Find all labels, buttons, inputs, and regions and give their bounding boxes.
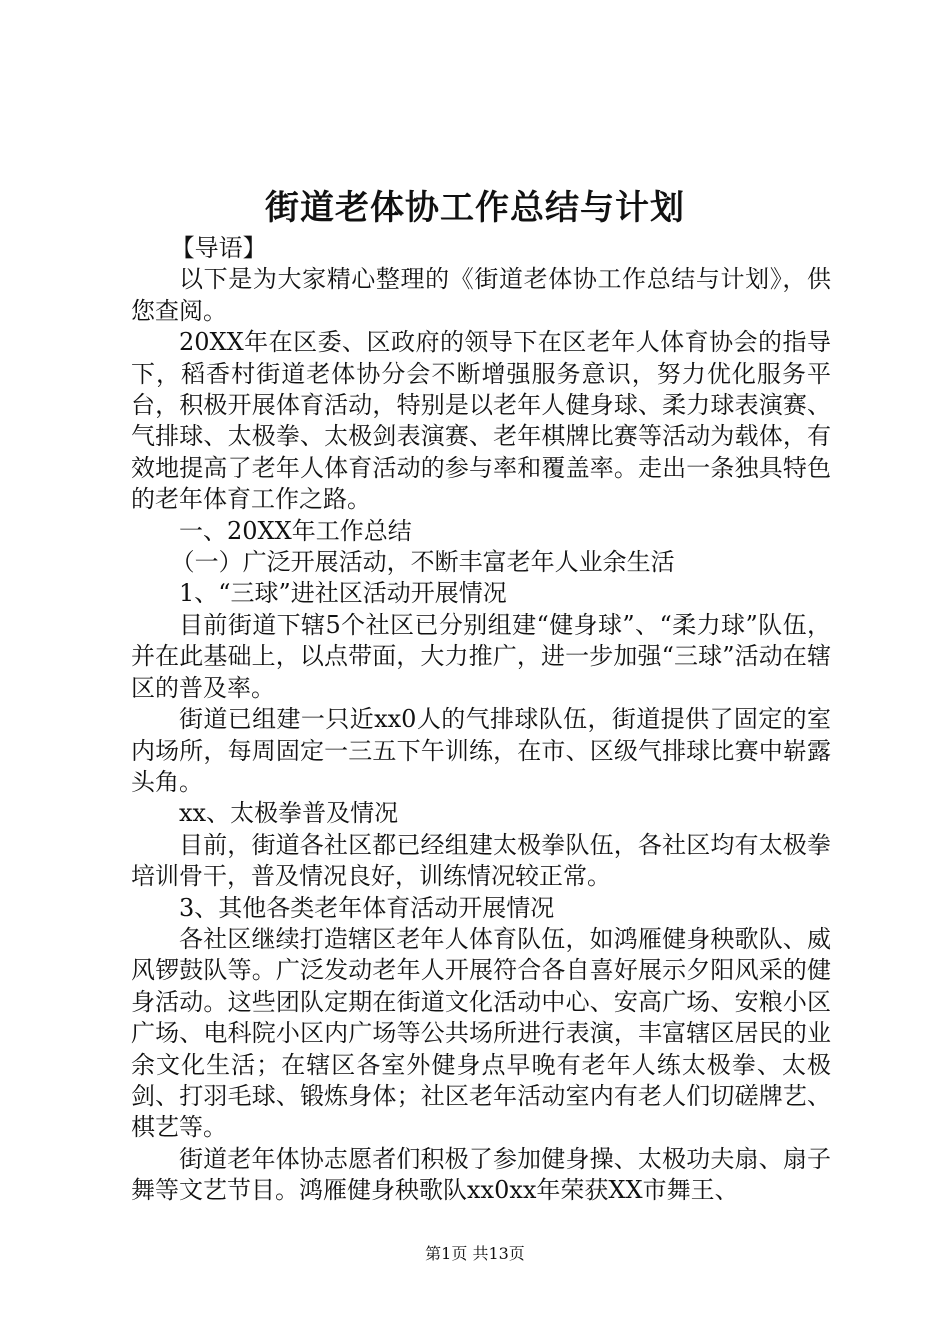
paragraph-intro: 以下是为大家精心整理的《街道老体协工作总结与计划》，供您查阅。: [131, 265, 831, 325]
paragraph-volunteers: 街道老年体协志愿者们积极了参加健身操、太极功夫扇、扇子舞等文艺节目。鸿雁健身秧歌队xx0xx年荣获XX市舞王、: [131, 1144, 831, 1205]
paragraph-taichi: 目前，街道各社区都已经组建太极拳队伍，各社区均有太极拳培训骨干，普及情况良好，训练情况较正常。: [131, 830, 831, 891]
paragraph-overview: 20XX年在区委、区政府的领导下在区老年人体育协会的指导下，稻香村街道老体协分会不断增强服务意识，努力优化服务平台，积极开展体育活动，特别是以老年人健身球、柔力球表演赛、气排球、太极拳、太极剑表演赛、老年棋牌比赛等活动为载体，有效地提高了老年人体育活动的参与率和覆盖率。走出一条独具特色的老年体育工作之路。: [131, 328, 831, 514]
paragraph-volleyball: 街道已组建一只近xx0人的气排球队伍，街道提供了固定的室内场所，每周固定一三五下午训练，在市、区级气排球比赛中崭露头角。: [131, 705, 831, 796]
paragraph-three-balls: 目前街道下辖5个社区已分别组建“健身球”、“柔力球”队伍，并在此基础上，以点带面，大力推广，进一步加强“三球”活动在辖区的普及率。: [131, 610, 831, 702]
document-body: [131, 233, 831, 1207]
heading-work-summary: 一、20XX年工作总结: [179, 516, 412, 545]
subheading-taichi: xx、太极拳普及情况: [179, 799, 399, 828]
subheading-activities: （一）广泛开展活动，不断丰富老年人业余生活: [170, 548, 675, 577]
subheading-other-activities: 3、其他各类老年体育活动开展情况: [179, 893, 555, 922]
section-label-intro: 【导语】: [170, 234, 267, 262]
paragraph-other-activities: 各社区继续打造辖区老年人体育队伍，如鸿雁健身秧歌队、威风锣鼓队等。广泛发动老年人开展符合各自喜好展示夕阳风采的健身活动。这些团队定期在街道文化活动中心、安高广场、安粮小区广场、电科院小区内广场等公共场所进行表演，丰富辖区居民的业余文化生活；在辖区各室外健身点早晚有老年人练太极拳、太极剑、打羽毛球、锻炼身体；社区老年活动室内有老人们切磋牌艺、棋艺等。: [131, 924, 831, 1142]
document-title: 街道老体协工作总结与计划: [265, 188, 685, 228]
page-number: 第1页 共13页: [425, 1244, 525, 1263]
subheading-three-balls: 1、“三球”进社区活动开展情况: [179, 579, 507, 608]
